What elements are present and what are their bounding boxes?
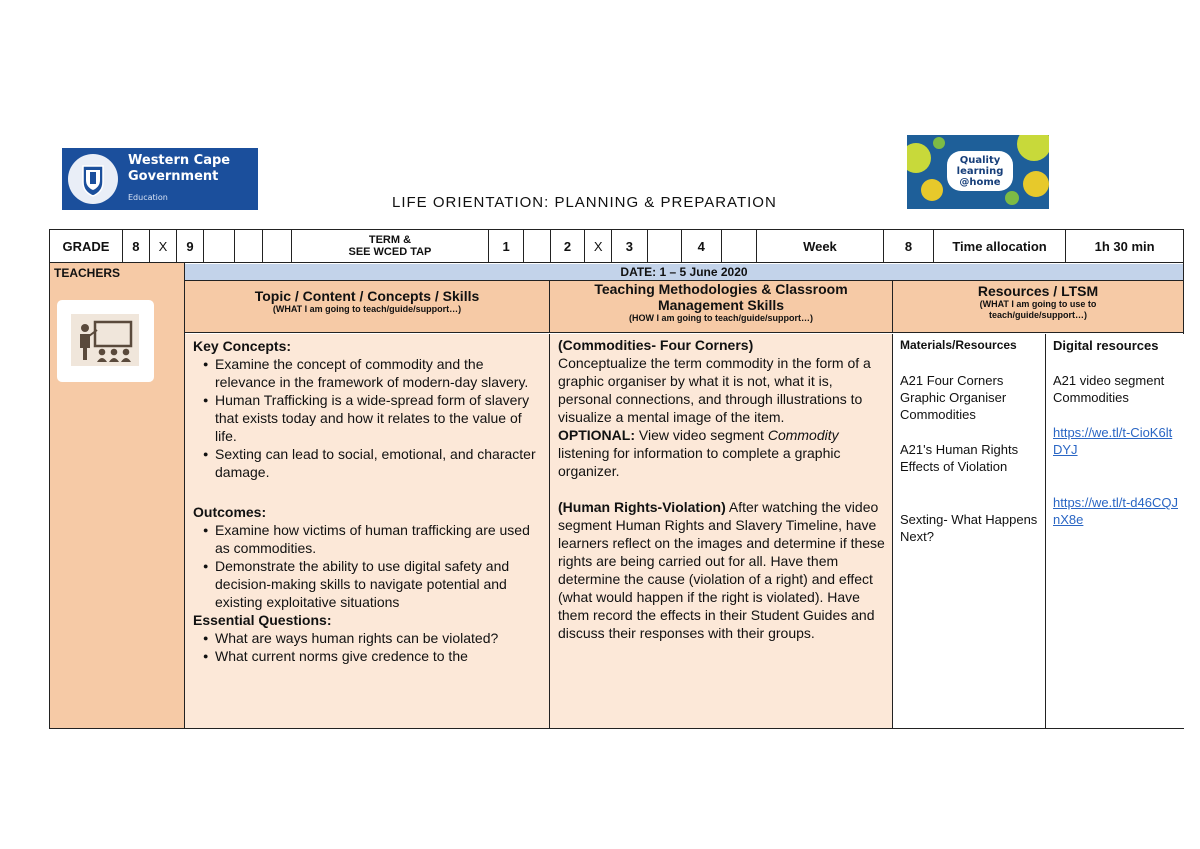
video-link-1[interactable]: https://we.tl/t-CioK6ltDYJ bbox=[1053, 425, 1173, 457]
crest-icon bbox=[66, 152, 120, 206]
wcg-logo bbox=[62, 148, 258, 210]
wcg-dept: Education bbox=[128, 193, 168, 202]
page-title: LIFE ORIENTATION: PLANNING & PREPARATION bbox=[392, 194, 777, 211]
qlh-line3: @home bbox=[959, 177, 1001, 188]
materials-heading: Materials/Resources bbox=[900, 338, 1017, 352]
time-label: Time allocation bbox=[933, 230, 1065, 263]
list-item: ● Examine how victims of human trafficking are used as commodities. bbox=[205, 521, 541, 557]
planning-body bbox=[49, 263, 1184, 729]
header-table bbox=[49, 229, 1184, 263]
blank-cell bbox=[204, 230, 235, 263]
blank-cell bbox=[647, 230, 681, 263]
digital-heading: Digital resources bbox=[1053, 338, 1159, 353]
date-row: DATE: 1 – 5 June 2020 bbox=[185, 264, 1183, 281]
week-label: Week bbox=[756, 230, 883, 263]
questions-heading: Essential Questions: bbox=[193, 612, 332, 628]
teacher-card bbox=[57, 300, 154, 382]
digital-content bbox=[1046, 334, 1184, 728]
qlh-line1: Quality bbox=[959, 155, 1001, 166]
blank-cell bbox=[235, 230, 263, 263]
list-item: ● Human Trafficking is a wide-spread form of slavery that exists today and how it relates to the value of life. bbox=[205, 391, 541, 445]
list-item: ● What are ways human rights can be violated? bbox=[205, 629, 541, 647]
list-item: ● Examine the concept of commodity and the relevance in the framework of modern-day slavery. bbox=[205, 355, 541, 391]
teachers-column bbox=[50, 263, 185, 728]
optional-paragraph: OPTIONAL: View video segment Commodity listening for information to complete a graphic organizer. bbox=[558, 427, 841, 479]
human-rights-paragraph: (Human Rights-Violation) After watching the video segment Human Rights and Slavery Timeline, have learners reflect on the images and determine if these rights are being carried out for all. Have them determine the cause (violation of a right) and effect (what would happen if the right is violated). Have them record the effects in their Student Guides and discuss their responses with their groups. bbox=[558, 499, 885, 641]
blank-cell bbox=[263, 230, 291, 263]
week-value: 8 bbox=[883, 230, 933, 263]
topic-header: Topic / Content / Concepts / Skills (WHAT I am going to teach/guide/support…) bbox=[185, 281, 550, 333]
topic-content bbox=[185, 334, 550, 728]
resource-item: Sexting- What Happens Next? bbox=[900, 512, 1038, 544]
digital-item: A21 video segment Commodities bbox=[1053, 373, 1165, 405]
qlh-line2: learning bbox=[956, 166, 1004, 177]
resource-item: A21's Human Rights Effects of Violation bbox=[900, 442, 1019, 474]
time-value: 1h 30 min bbox=[1066, 230, 1184, 263]
grade-label: GRADE bbox=[50, 230, 123, 263]
grade-8: 8 bbox=[122, 230, 149, 263]
outcomes-heading: Outcomes: bbox=[193, 504, 267, 520]
questions-list bbox=[193, 629, 541, 665]
blank-cell bbox=[721, 230, 756, 263]
key-concepts-list bbox=[193, 355, 541, 481]
wcg-name-line1: Western Cape bbox=[128, 153, 231, 168]
video-link-2[interactable]: https://we.tl/t-d46CQJnX8e bbox=[1053, 495, 1178, 527]
quality-learning-logo bbox=[907, 135, 1049, 209]
term-1: 1 bbox=[489, 230, 523, 263]
term-3: 3 bbox=[612, 230, 647, 263]
list-item: ● Demonstrate the ability to use digital safety and decision-making skills to navigate potential and existing exploitative situations bbox=[205, 557, 541, 611]
blank-cell bbox=[523, 230, 550, 263]
method-header: Teaching Methodologies & Classroom Management Skills (HOW I am going to teach/guide/support…) bbox=[550, 281, 893, 333]
commodities-heading: (Commodities- Four Corners) bbox=[558, 337, 754, 353]
wcg-name-line2: Government bbox=[128, 169, 219, 184]
grade-8-mark: X bbox=[149, 230, 176, 263]
term-4: 4 bbox=[681, 230, 721, 263]
resource-item: A21 Four Corners Graphic Organiser Commodities bbox=[900, 373, 1007, 422]
method-content bbox=[550, 334, 893, 728]
term-label: TERM & SEE WCED TAP bbox=[291, 230, 489, 263]
commodities-text: Conceptualize the term commodity in the form of a graphic organiser by what it is not, what it is, personal connections, and through illustrations to visualize a mental image of the item. bbox=[558, 355, 871, 425]
key-concepts-heading: Key Concepts: bbox=[193, 338, 292, 354]
outcomes-list bbox=[193, 521, 541, 611]
list-item: ● What current norms give credence to the bbox=[205, 647, 541, 665]
teachers-label: TEACHERS bbox=[54, 266, 121, 280]
term-2-mark: X bbox=[585, 230, 612, 263]
list-item: ● Sexting can lead to social, emotional, and character damage. bbox=[205, 445, 541, 481]
resources-header: Resources / LTSM (WHAT I am going to use to teach/guide/support…) bbox=[893, 281, 1183, 333]
term-2: 2 bbox=[550, 230, 584, 263]
teacher-icon bbox=[71, 314, 139, 366]
grade-9: 9 bbox=[177, 230, 204, 263]
materials-content bbox=[893, 334, 1046, 728]
